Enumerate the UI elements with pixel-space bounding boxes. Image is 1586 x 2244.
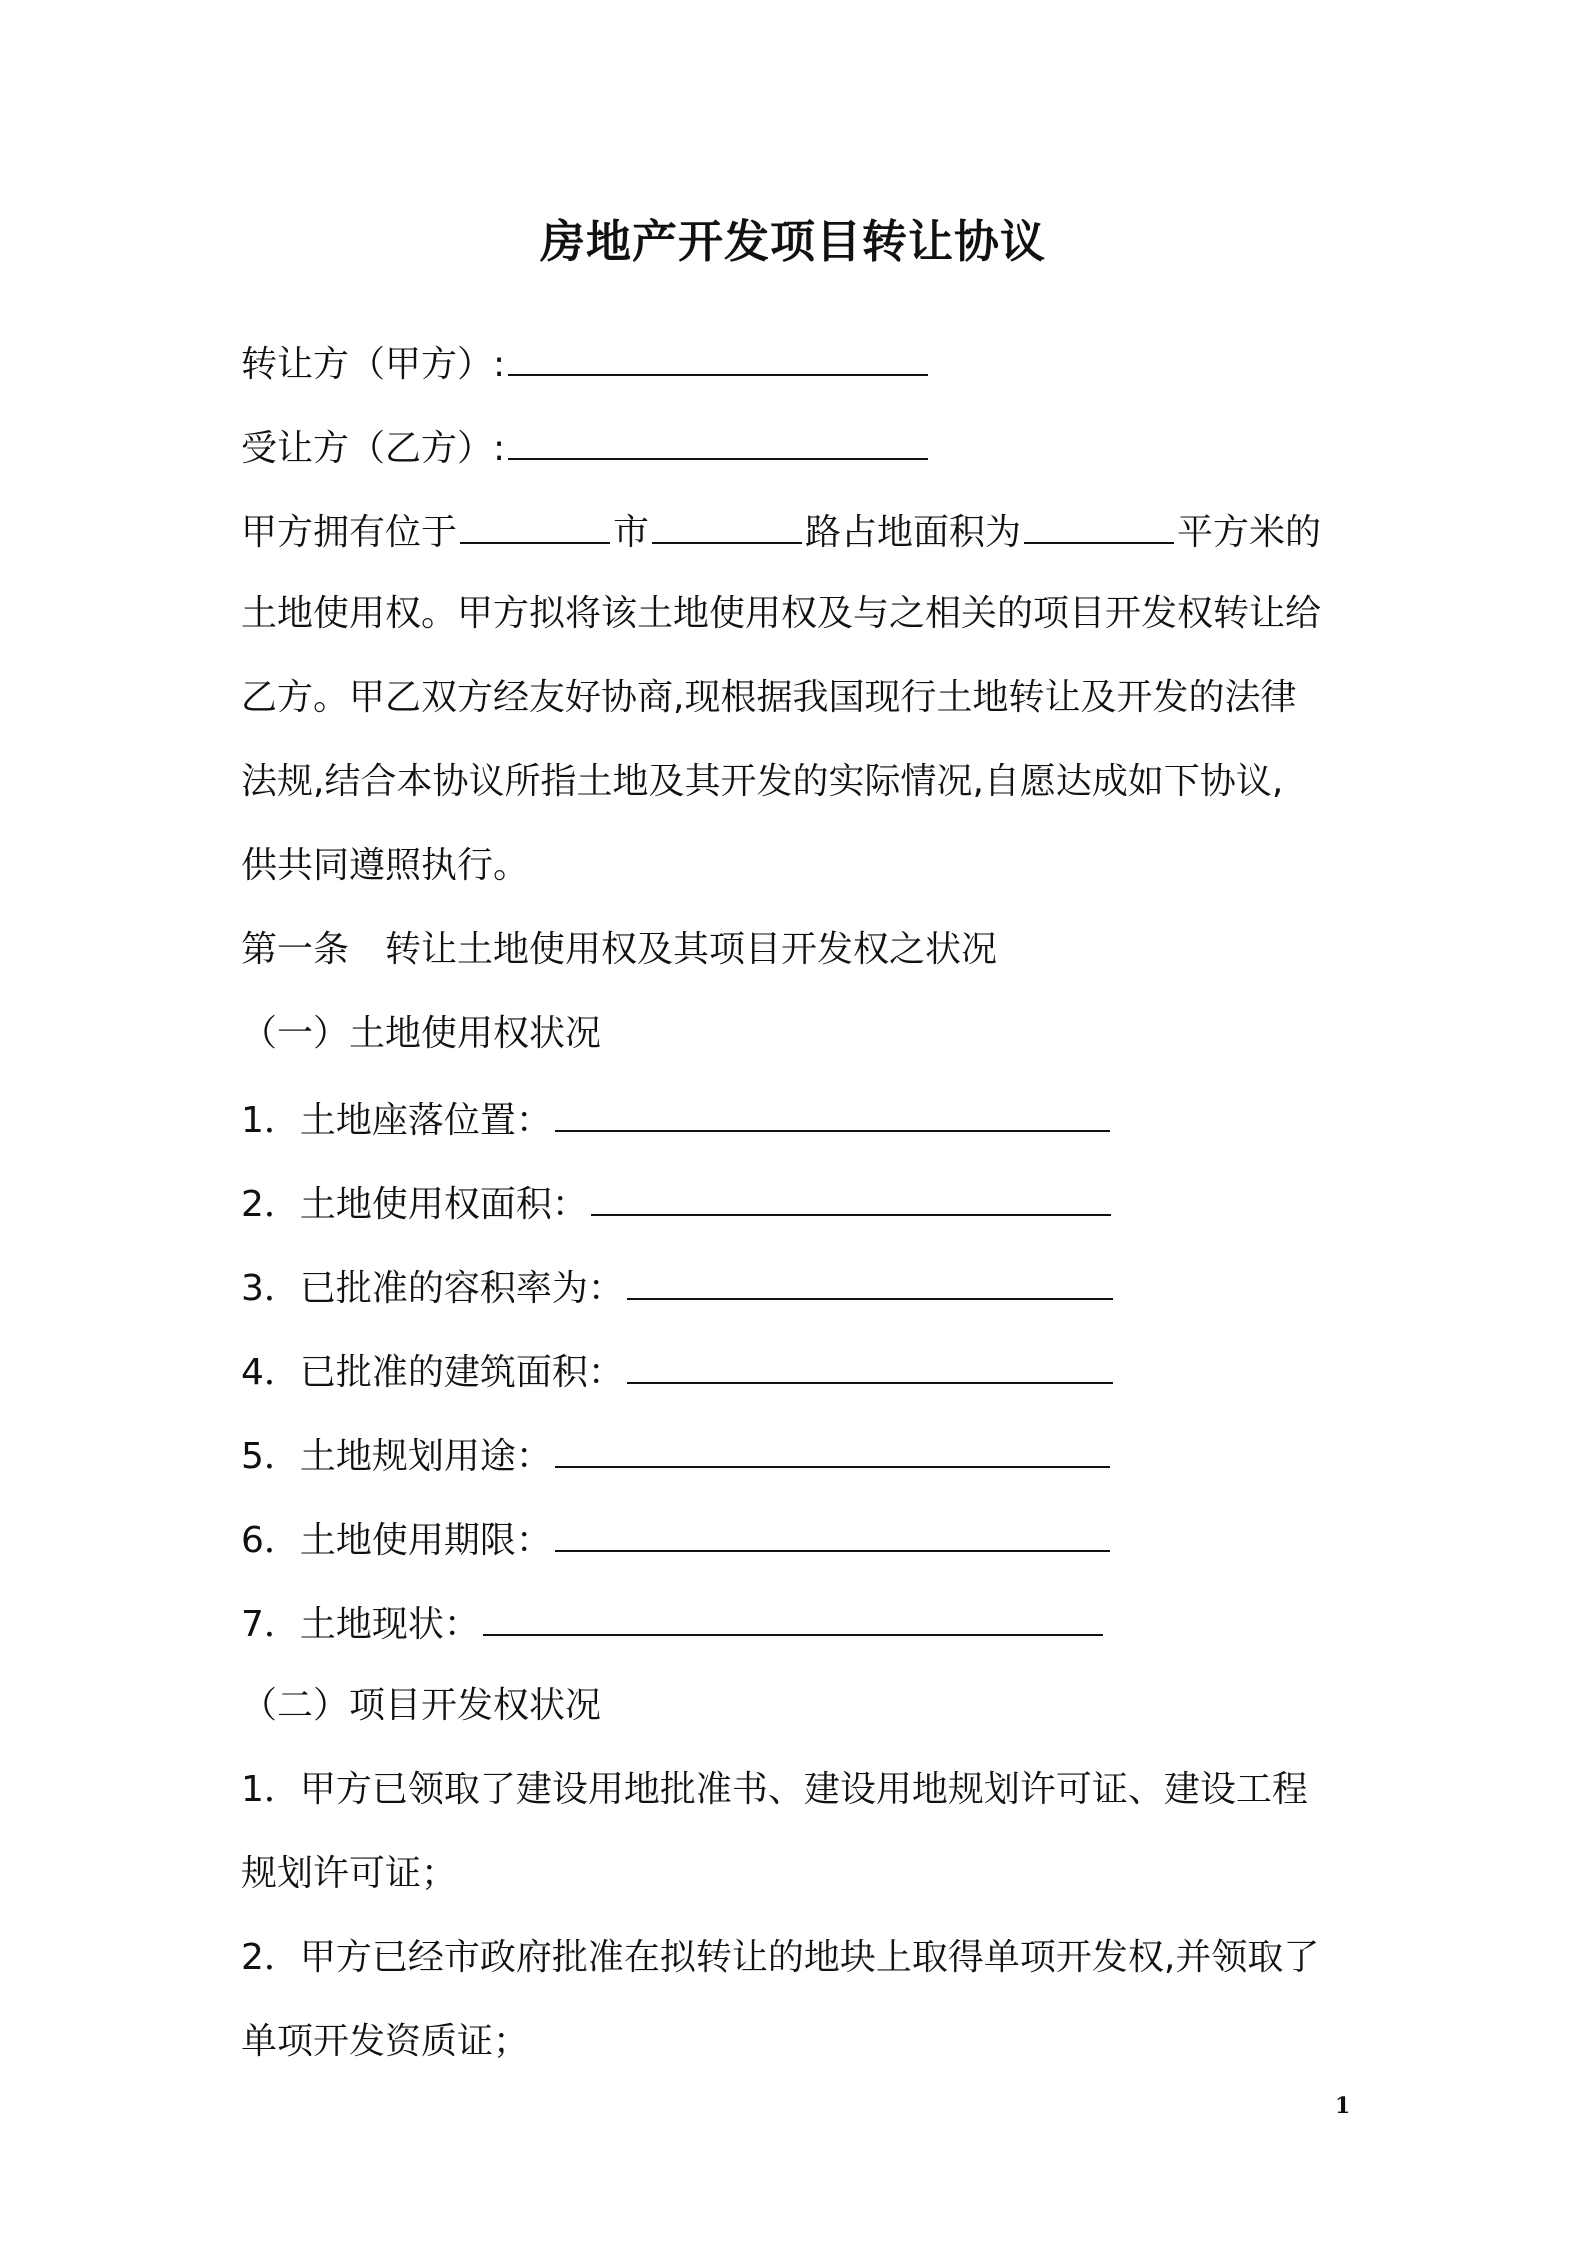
section-2-item-1-line-1: 1．甲方已领取了建设用地批准书、建设用地规划许可证、建设工程	[241, 1769, 1308, 1810]
section-2-item-2-line-1: 2．甲方已经市政府批准在拟转让的地块上取得单项开发权,并领取了	[241, 1937, 1320, 1978]
land-term-line	[241, 1516, 1113, 1563]
section-2-title: （二）项目开发权状况	[241, 1685, 602, 1726]
article-1-title: 第一条 转让土地使用权及其项目开发权之状况	[241, 929, 998, 970]
land-status-line	[241, 1600, 1106, 1647]
city-blank[interactable]	[460, 508, 610, 544]
land-use-label: 5．土地规划用途：	[241, 1436, 552, 1477]
section-2-item-1-line-2: 规划许可证；	[241, 1853, 458, 1894]
intro-line-1	[241, 508, 1321, 555]
intro-text-4: 平方米的	[1177, 512, 1322, 553]
land-term-label: 6．土地使用期限：	[241, 1520, 552, 1561]
land-area-blank[interactable]	[591, 1180, 1111, 1216]
building-area-blank[interactable]	[627, 1348, 1113, 1384]
intro-text-3: 路占地面积为	[805, 512, 1022, 553]
land-location-blank[interactable]	[555, 1096, 1110, 1132]
transferee-blank[interactable]	[508, 424, 928, 460]
area-blank[interactable]	[1024, 508, 1174, 544]
land-use-blank[interactable]	[555, 1432, 1110, 1468]
intro-line-4: 法规,结合本协议所指土地及其开发的实际情况,自愿达成如下协议,	[241, 761, 1284, 802]
section-2-item-2-line-2: 单项开发资质证；	[241, 2021, 530, 2062]
intro-line-2: 土地使用权。甲方拟将该土地使用权及与之相关的项目开发权转让给	[241, 593, 1322, 634]
document-title: 房地产开发项目转让协议	[539, 215, 1046, 268]
intro-text-1: 甲方拥有位于	[241, 512, 458, 553]
land-area-label: 2．土地使用权面积：	[241, 1184, 588, 1225]
intro-text-2: 市	[613, 512, 650, 553]
section-1-title: （一）土地使用权状况	[241, 1013, 602, 1054]
transferee-line	[241, 424, 931, 471]
land-location-label: 1．土地座落位置：	[241, 1100, 552, 1141]
plot-ratio-line	[241, 1264, 1116, 1311]
building-area-label: 4．已批准的建筑面积：	[241, 1352, 624, 1393]
intro-line-5: 供共同遵照执行。	[241, 845, 530, 886]
land-status-label: 7．土地现状：	[241, 1604, 480, 1645]
transferor-line	[241, 340, 931, 387]
intro-line-3: 乙方。甲乙双方经友好协商,现根据我国现行土地转让及开发的法律	[241, 677, 1297, 718]
building-area-line	[241, 1348, 1116, 1395]
page-number: 1	[1335, 2093, 1351, 2119]
land-location-line	[241, 1096, 1113, 1143]
road-blank[interactable]	[652, 508, 802, 544]
land-use-line	[241, 1432, 1113, 1479]
transferor-label: 转让方（甲方）:	[241, 344, 506, 385]
transferee-label: 受让方（乙方）:	[241, 428, 506, 469]
transferor-blank[interactable]	[508, 340, 928, 376]
land-status-blank[interactable]	[483, 1600, 1103, 1636]
plot-ratio-label: 3．已批准的容积率为：	[241, 1268, 624, 1309]
land-area-line	[241, 1180, 1114, 1227]
plot-ratio-blank[interactable]	[627, 1264, 1113, 1300]
land-term-blank[interactable]	[555, 1516, 1110, 1552]
